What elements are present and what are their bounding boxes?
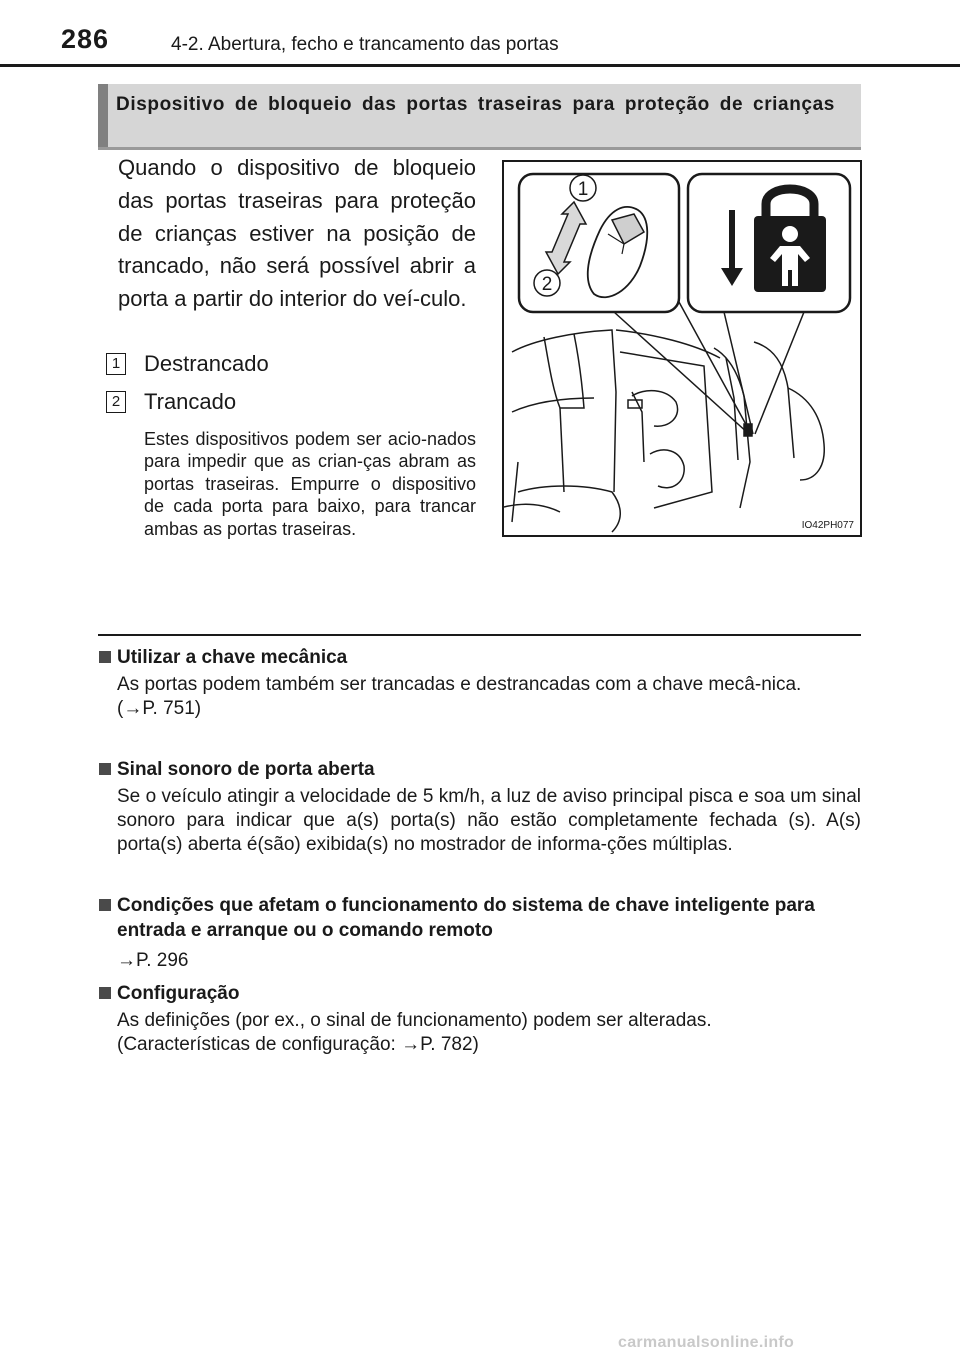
list-item-label: Trancado <box>144 389 237 414</box>
section-divider <box>98 634 861 636</box>
items-note: Estes dispositivos podem ser acio-nados para impedir que as crian-ças abram as portas traseiras. Empurre o dispositivo de cada porta para baixo, para trancar ambas as portas traseiras. <box>144 429 476 539</box>
callout-badge: 2 <box>106 391 126 413</box>
section-title-box <box>98 84 861 150</box>
section-accent-bar <box>98 84 108 147</box>
bullet-square-icon <box>99 987 111 999</box>
note-heading <box>98 982 861 1007</box>
bullet-square-icon <box>99 763 111 775</box>
car-rear-door-icon <box>504 330 824 532</box>
page-number: 286 <box>61 24 110 54</box>
note-body: As portas podem também ser trancadas e destrancadas com a chave mecâ-nica. <box>117 673 802 695</box>
callout-badge: 1 <box>106 353 126 375</box>
child-lock-illustration <box>502 160 862 537</box>
switch-inset <box>519 174 679 312</box>
page-reference: (Características de configuração: →P. 782) <box>117 1033 479 1055</box>
note-heading-text: Configuração <box>117 983 240 1004</box>
note-body: As definições (por ex., o sinal de funcionamento) podem ser alteradas. <box>117 1009 712 1031</box>
list-item-label: Destrancado <box>144 351 269 376</box>
child-lock-inset <box>688 174 850 312</box>
watermark: carmanualsonline.info <box>618 1334 795 1351</box>
page-reference: (→P. 751) <box>117 697 202 719</box>
list-item-unlocked <box>106 350 486 380</box>
bullet-square-icon <box>99 651 111 663</box>
note-smart-key-conditions <box>98 894 861 973</box>
header-rule <box>0 64 960 67</box>
intro-paragraph: Quando o dispositivo de bloqueio das portas traseiras para proteção de crianças estiver na posição de trancado, não será possível abrir a porta a partir do interior do veí-culo. <box>118 155 476 312</box>
note-heading-text: Utilizar a chave mecânica <box>117 647 348 668</box>
illustration-drawing <box>504 162 860 535</box>
illustration-code: IO42PH077 <box>801 520 854 531</box>
bullet-square-icon <box>99 899 111 911</box>
note-heading-text: Condições que afetam o funcionamento do sistema de chave inteligente para entrada e arranque ou o comando remoto <box>117 895 815 941</box>
page-reference: →P. 296 <box>117 950 189 971</box>
note-heading-text: Sinal sonoro de porta aberta <box>117 759 375 780</box>
note-open-door-buzzer <box>98 758 861 857</box>
note-mechanical-key <box>98 646 861 721</box>
callout-1-number: 1 <box>577 179 589 200</box>
note-body: Se o veículo atingir a velocidade de 5 km/h, a luz de aviso principal pisca e soa um sinal sonoro para indicar que a(s) porta(s) não estão completamente fechada (s). A(s) porta(s) aberta é(são) exibida(s) no mostrador de informa-ções múltiplas. <box>117 785 861 856</box>
callout-2-number: 2 <box>541 274 553 295</box>
note-heading <box>98 758 861 783</box>
note-heading <box>98 894 861 943</box>
section-title: Dispositivo de bloqueio das portas traseiras para proteção de crianças <box>116 94 835 115</box>
chapter-title: 4-2. Abertura, fecho e trancamento das portas <box>171 34 559 55</box>
page-header <box>0 0 960 70</box>
note-configuration <box>98 982 861 1057</box>
note-heading <box>98 646 861 671</box>
list-item-locked <box>106 388 486 418</box>
